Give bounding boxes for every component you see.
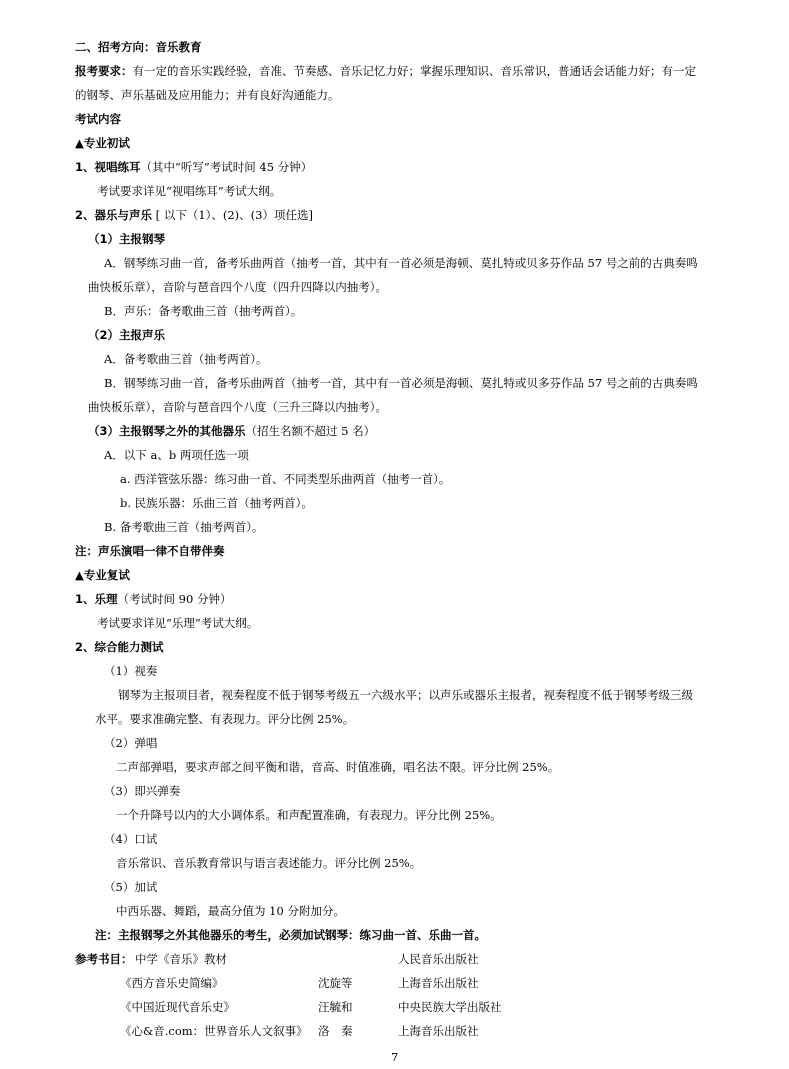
play-sing-text: 二声部弹唱，要求声部之间平衡和谐，音高、时值准确，唱名法不限。评分比例 25%。	[116, 760, 560, 774]
prelim-item-2-title: 2、器乐与声乐	[75, 208, 153, 222]
reference-publisher: 人民音乐出版社	[398, 952, 479, 966]
reference-publisher: 上海音乐出版社	[398, 1024, 479, 1038]
sight-reading-line-2: 水平。要求准确完整、有表现力。评分比例 25%。	[95, 712, 355, 726]
sight-reading-title: （1）视奏	[104, 664, 158, 678]
references-label: 参考书目：	[75, 952, 133, 966]
reference-author: 沈旋等	[318, 976, 353, 990]
reference-title: 《西方音乐史简编》	[120, 976, 224, 990]
extra-test-title: （5）加试	[104, 880, 158, 894]
voice-title: （2）主报声乐	[88, 328, 166, 342]
other-b: B. 备考歌曲三首（抽考两首）。	[104, 520, 264, 534]
reference-publisher: 中央民族大学出版社	[398, 1000, 502, 1014]
requirements-label: 报考要求：	[75, 64, 133, 78]
piano-title: （1）主报钢琴	[88, 232, 166, 246]
reference-publisher: 上海音乐出版社	[398, 976, 479, 990]
other-a-b: b. 民族乐器：乐曲三首（抽考两首）。	[120, 496, 313, 510]
reference-author: 汪毓和	[318, 1000, 353, 1014]
requirements-line-1	[75, 64, 696, 78]
improv-text: 一个升降号以内的大小调体系。和声配置准确，有表现力。评分比例 25%。	[116, 808, 502, 822]
retest-item-2-title: 2、综合能力测试	[75, 640, 164, 654]
sight-reading-line-1: 钢琴为主报项目者，视奏程度不低于钢琴考级五一六级水平；以声乐或器乐主报者，视奏程度不低于钢琴考级三级	[118, 688, 693, 702]
prelim-item-1-note: （其中“听写”考试时间 45 分钟）	[140, 160, 313, 174]
prelim-item-2	[75, 208, 313, 222]
exam-content-heading: 考试内容	[75, 112, 121, 126]
voice-a: A．备考歌曲三首（抽考两首）。	[104, 352, 268, 366]
prelim-item-1	[75, 160, 312, 174]
requirements-text: 有一定的音乐实践经验，音准、节奏感、音乐记忆力好；掌握乐理知识、音乐常识，普通话会话能力好；有一定	[132, 64, 696, 78]
extra-test-text: 中西乐器、舞蹈，最高分值为 10 分附加分。	[116, 904, 345, 918]
other-title	[88, 424, 375, 438]
retest-item-1-note: （考试时间 90 分钟）	[117, 592, 232, 606]
improv-title: （3）即兴弹奏	[104, 784, 181, 798]
prelim-item-1-detail: 考试要求详见“视唱练耳”考试大纲。	[97, 184, 282, 198]
other-title-text: （3）主报钢琴之外的其他器乐	[88, 424, 246, 438]
oral-text: 音乐常识、音乐教育常识与语言表述能力。评分比例 25%。	[116, 856, 422, 870]
voice-b-line-2: 曲快板乐章），音阶与琶音四个八度（三升三降以内抽考）。	[88, 400, 387, 414]
piano-a-line-1: A．钢琴练习曲一首，备考乐曲两首（抽考一首，其中有一首必须是海顿、莫扎特或贝多芬作品 57 号之前的古典奏鸣	[104, 256, 698, 270]
note-vocal: 注：声乐演唱一律不自带伴奏	[75, 544, 225, 558]
other-title-note: （招生名额不超过 5 名）	[245, 424, 376, 438]
reference-author: 洛 秦	[318, 1024, 353, 1038]
voice-b-line-1: B．钢琴练习曲一首，备考乐曲两首（抽考一首，其中有一首必须是海顿、莫扎特或贝多芬作品 57 号之前的古典奏鸣	[104, 376, 698, 390]
retest-heading: ▲专业复试	[75, 568, 130, 582]
retest-item-1-detail: 考试要求详见“乐理”考试大纲。	[97, 616, 259, 630]
retest-item-1	[75, 592, 231, 606]
prelim-item-2-note: [ 以下（1）、(2)、(3）项任选]	[152, 208, 313, 222]
reference-title: 《心&音.com：世界音乐人文叙事》	[120, 1024, 308, 1038]
prelim-item-1-title: 1、视唱练耳	[75, 160, 141, 174]
reference-title: 中学《音乐》教材	[135, 952, 227, 966]
other-a: A．以下 a、b 两项任选一项	[104, 448, 249, 462]
piano-a-line-2: 曲快板乐章），音阶与琶音四个八度（四升四降以内抽考）。	[88, 280, 387, 294]
note-extra: 注：主报钢琴之外其他器乐的考生，必须加试钢琴：练习曲一首、乐曲一首。	[95, 928, 486, 942]
page-number: 7	[391, 1050, 399, 1064]
oral-title: （4）口试	[104, 832, 158, 846]
requirements-line-2: 的钢琴、声乐基础及应用能力；并有良好沟通能力。	[75, 88, 340, 102]
reference-title: 《中国近现代音乐史》	[120, 1000, 235, 1014]
piano-b: B．声乐：备考歌曲三首（抽考两首）。	[104, 304, 303, 318]
retest-item-1-title: 1、乐理	[75, 592, 118, 606]
other-a-a: a. 西洋管弦乐器：练习曲一首、不同类型乐曲两首（抽考一首）。	[120, 472, 451, 486]
section-title: 二、招考方向：音乐教育	[75, 40, 202, 54]
prelim-heading: ▲专业初试	[75, 136, 130, 150]
play-sing-title: （2）弹唱	[104, 736, 158, 750]
